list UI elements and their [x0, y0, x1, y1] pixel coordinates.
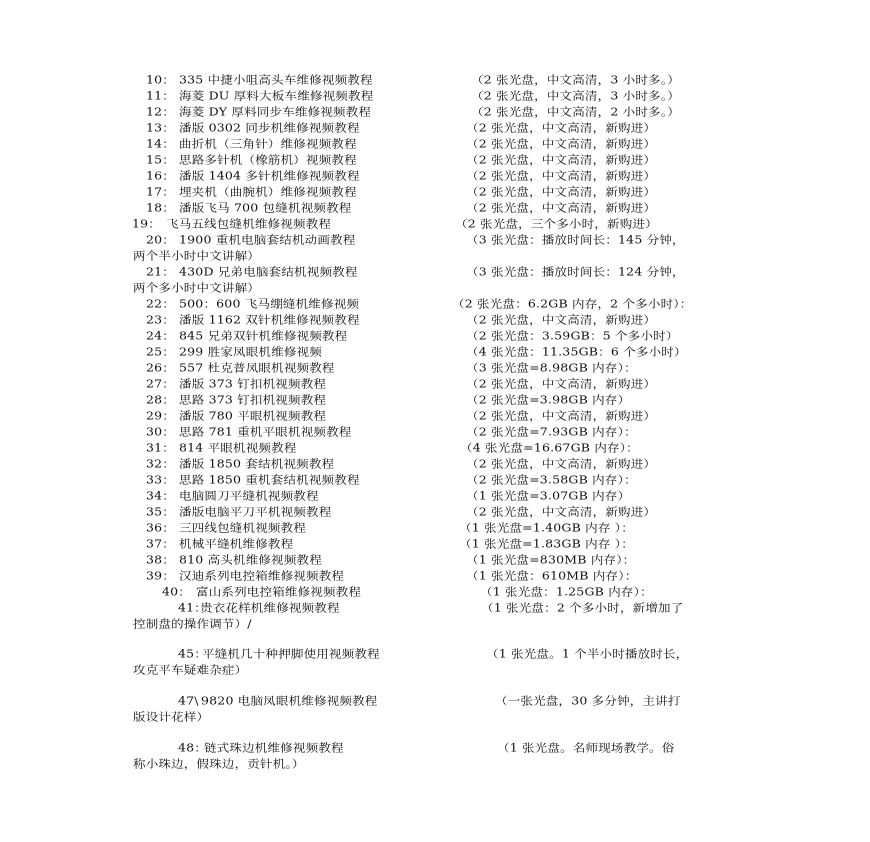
line-number: 47\ [178, 694, 199, 707]
line-number: 25： [146, 345, 176, 358]
line-number: 15： [146, 153, 176, 166]
line-info: （2 张光盘，中文高清，新购进） [466, 153, 657, 166]
line-info: （1 张光盘。名师现场教学。俗 [497, 741, 675, 754]
line-title: 思路 373 钉扣机视频教程 [179, 393, 327, 406]
line-info: （2 张光盘，中文高清，新购进） [466, 409, 657, 422]
line-title: 潘版 1404 多针机维修视频教程 [179, 169, 360, 182]
line-number: 22： [146, 297, 176, 310]
line-number: 26： [146, 361, 176, 374]
line-title: 富山系列电控箱维修视频教程 [196, 585, 362, 598]
line-info: （1 张光盘=1.83GB 内存 ）： [459, 537, 634, 550]
line-title: 1900 重机电脑套结机动画教程 [179, 233, 356, 246]
line-number: 19： [132, 217, 162, 230]
line-info: （2 张光盘：6.2GB 内存，2 个多小时）： [452, 297, 693, 310]
line-info: （1 张光盘=830MB 内存）： [466, 553, 636, 566]
line-title: 曲折机（三角针）维修视频教程 [179, 137, 357, 150]
line-title: 299 胜家凤眼机维修视频 [179, 345, 322, 358]
line-title: 链式珠边机维修视频教程 [204, 741, 344, 754]
line-number: 24： [146, 329, 176, 342]
line-title: 两个多小时中文讲解） [133, 281, 261, 294]
line-title: 称小珠边，假珠边，贡针机。） [133, 757, 305, 770]
line-number: 35： [146, 505, 176, 518]
line-info: （2 张光盘，中文高清，新购进） [466, 121, 657, 134]
line-info: （1 张光盘=3.07GB 内存） [466, 489, 631, 502]
line-info: （一张光盘，30 多分钟，主讲打 [495, 694, 681, 707]
line-info: （2 张光盘，中文高清，新购进） [466, 457, 657, 470]
line-number: 32： [146, 457, 176, 470]
line-number: 16： [146, 169, 176, 182]
line-number: 17： [146, 185, 176, 198]
line-title: 版设计花样） [133, 710, 210, 723]
line-info: （4 张光盘=16.67GB 内存）： [460, 441, 639, 454]
line-info: （2 张光盘，三个多小时，新购进） [455, 217, 658, 230]
line-number: 33： [146, 473, 176, 486]
line-info: （4 张光盘：11.35GB：6 个多小时） [466, 345, 687, 358]
line-title: 思路多针机（橡筋机）视频教程 [179, 153, 357, 166]
line-title: 海菱 DY 厚料同步车维修视频教程 [179, 105, 372, 118]
line-title: 潘版 0302 同步机维修视频教程 [179, 121, 360, 134]
line-info: （2 张光盘，中文高清，新购进） [466, 505, 657, 518]
line-title: 814 平眼机视频教程 [179, 441, 297, 454]
line-title: 500：600 飞马绷缝机维修视频 [179, 297, 360, 310]
line-info: （1 张光盘。1 个半小时播放时长， [486, 647, 689, 660]
line-info: （1 张光盘：610MB 内存）： [466, 569, 638, 582]
line-number: 31： [146, 441, 176, 454]
line-number: 27： [146, 377, 176, 390]
line-number: 45： [178, 647, 208, 660]
line-number: 28： [146, 393, 176, 406]
line-info: （2 张光盘，中文高清，新购进） [466, 201, 657, 214]
line-title: 557 杜克普凤眼机视频教程 [179, 361, 335, 374]
line-number: 39： [146, 569, 176, 582]
line-title: 汉迪系列电控箱维修视频教程 [179, 569, 345, 582]
line-number: 38： [146, 553, 176, 566]
line-title: 平缝机几十种押脚使用视频教程 [202, 647, 380, 660]
line-number: 10： [146, 73, 176, 86]
line-number: 29： [146, 409, 176, 422]
line-title: 潘版 1162 双针机维修视频教程 [179, 313, 360, 326]
line-info: （2 张光盘，中文高清，新购进） [466, 185, 657, 198]
line-info: （1 张光盘=1.40GB 内存 ）： [459, 521, 634, 534]
line-number: 41： [178, 601, 208, 614]
line-title: 三四线包缝机视频教程 [179, 521, 307, 534]
line-number: 20： [146, 233, 176, 246]
line-title: 埋夹机（曲腕机）维修视频教程 [179, 185, 357, 198]
line-number: 14： [146, 137, 176, 150]
line-info: （2 张光盘：3.59GB：5 个多小时） [466, 329, 679, 342]
line-title: 思路 1850 重机套结机视频教程 [179, 473, 360, 486]
line-title: 335 中捷小咀高头车维修视频教程 [179, 73, 373, 86]
line-number: 18： [146, 201, 176, 214]
line-info: （2 张光盘=3.58GB 内存）： [466, 473, 637, 486]
line-number: 30： [146, 425, 176, 438]
line-info: （1 张光盘：2 个多小时，新增加了 [481, 601, 684, 614]
line-title: 潘版 780 平眼机视频教程 [179, 409, 327, 422]
line-info: （2 张光盘=3.98GB 内存） [466, 393, 631, 406]
line-title: 845 兄弟双针机维修视频教程 [179, 329, 348, 342]
line-info: （2 张光盘，中文高清，新购进） [466, 313, 657, 326]
line-number: 11： [146, 89, 176, 102]
line-number: 34： [146, 489, 176, 502]
line-title: 贵衣花样机维修视频教程 [200, 601, 340, 614]
line-info: （2 张光盘，中文高清，3 小时多。） [471, 89, 680, 102]
line-title: 攻克平车疑难杂症） [133, 663, 248, 676]
line-title: 海菱 DU 厚料大板车维修视频教程 [179, 89, 374, 102]
line-info: （2 张光盘，中文高清，新购进） [466, 137, 657, 150]
line-title: 潘版飞马 700 包缝机视频教程 [179, 201, 352, 214]
line-info: （1 张光盘：1.25GB 内存）： [480, 585, 653, 598]
line-title: 两个半小时中文讲解） [133, 249, 261, 262]
line-title: 机械平缝机维修教程 [179, 537, 294, 550]
line-number: 36： [146, 521, 176, 534]
line-number: 48： [178, 741, 208, 754]
line-info: （3 张光盘=8.98GB 内存）： [466, 361, 637, 374]
line-info: （2 张光盘，中文高清，2 小时多。） [471, 105, 680, 118]
line-number: 21： [146, 265, 176, 278]
line-info: （2 张光盘=7.93GB 内存）： [466, 425, 637, 438]
line-title: 9820 电脑凤眼机维修视频教程 [201, 694, 378, 707]
line-title: 电脑圆刀平缝机视频教程 [179, 489, 319, 502]
line-info: （2 张光盘，中文高清，新购进） [466, 169, 657, 182]
line-title: 430D 兄弟电脑套结机视频教程 [179, 265, 358, 278]
line-number: 23： [146, 313, 176, 326]
line-title: 潘版 373 钉扣机视频教程 [179, 377, 327, 390]
line-title: 控制盘的操作调节）/ [133, 617, 252, 630]
line-number: 37： [146, 537, 176, 550]
line-info: （2 张光盘，中文高清，新购进） [466, 377, 657, 390]
line-title: 潘版电脑平刀平机视频教程 [179, 505, 332, 518]
line-title: 思路 781 重机平眼机视频教程 [179, 425, 352, 438]
line-info: （2 张光盘，中文高清，3 小时多。） [471, 73, 680, 86]
line-info: （3 张光盘：播放时间长：145 分钟， [466, 233, 685, 246]
line-title: 810 高头机维修视频教程 [179, 553, 322, 566]
line-title: 潘版 1850 套结机视频教程 [179, 457, 335, 470]
line-title: 飞马五线包缝机维修视频教程 [166, 217, 332, 230]
line-info: （3 张光盘：播放时间长：124 分钟， [466, 265, 685, 278]
line-number: 40： [162, 585, 192, 598]
line-number: 13： [146, 121, 176, 134]
line-number: 12： [146, 105, 176, 118]
